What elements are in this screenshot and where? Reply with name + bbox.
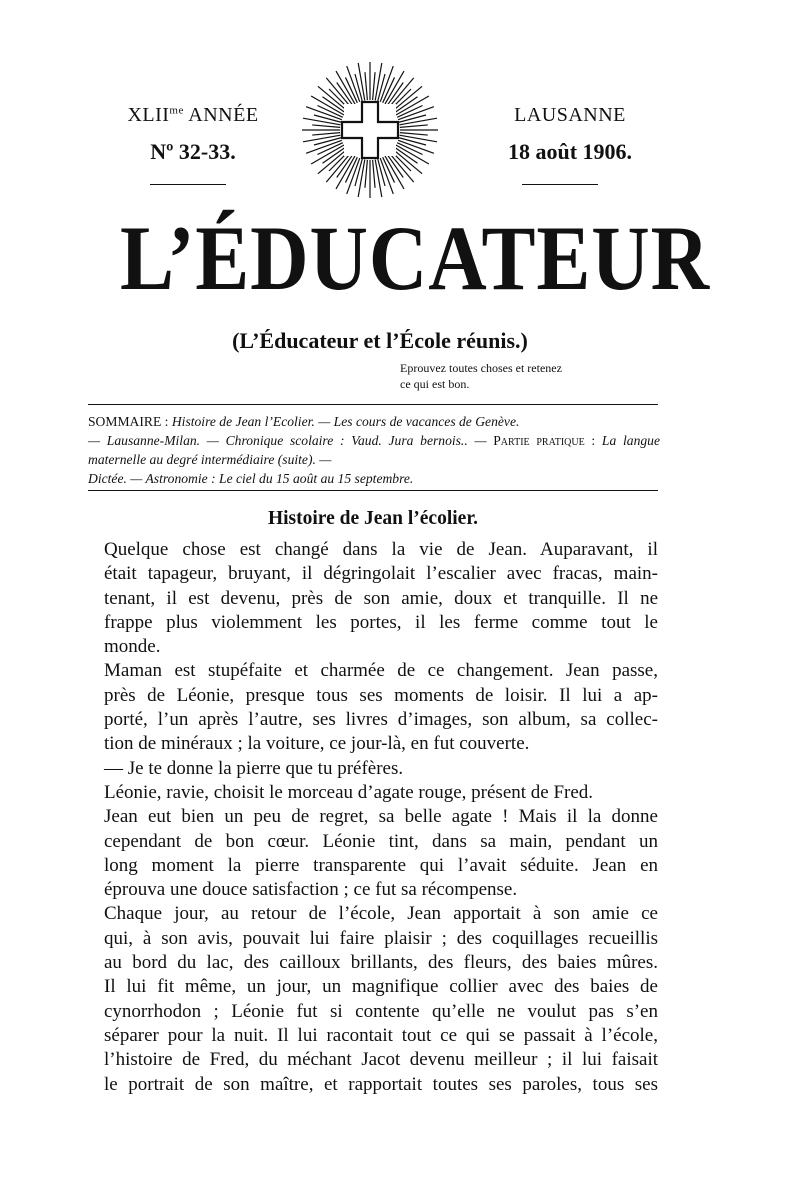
article-line: cependant de bon cœur. Léonie tint, dans sa main, pendant un xyxy=(104,830,658,852)
article-line: était tapageur, bruyant, il dégringolait l’escalier avec fracas, main- xyxy=(104,563,658,585)
sommaire-top-rule xyxy=(88,404,658,405)
article-line: Jean eut bien un peu de regret, sa belle agate ! Mais il la donne xyxy=(104,806,658,828)
sommaire-items-3: La langue maternelle au degré intermédiaire (suite). — xyxy=(88,433,660,467)
swiss-cross-sunburst-icon xyxy=(300,60,440,200)
table-of-contents xyxy=(88,412,660,488)
article-line: Quelque chose est changé dans la vie de Jean. Auparavant, il xyxy=(104,539,658,560)
sunburst-ray xyxy=(400,133,428,135)
sunburst-ray xyxy=(358,63,365,100)
volume-year xyxy=(118,104,268,127)
article-heading: Histoire de Jean l’écolier. xyxy=(267,508,479,529)
article-line: tion de minéraux ; la voiture, ce jour-là, en fut couverte. xyxy=(104,733,530,755)
masthead-left-rule xyxy=(150,184,226,185)
article-line: long moment la pierre transparente qui l’avait séduite. Jean en xyxy=(104,854,658,876)
sommaire-bottom-rule xyxy=(88,490,658,491)
city: LAUSANNE xyxy=(514,104,626,126)
sommaire-items-1: Histoire de Jean l’Ecolier. — Les cours de vacances de Genève. xyxy=(168,414,520,429)
article-line: — Je te donne la pierre que tu préfères. xyxy=(104,757,404,779)
article-line: Léonie, ravie, choisit le morceau d’agate rouge, présent de Fred. xyxy=(104,781,594,803)
sunburst-ray xyxy=(303,118,340,125)
article-line: Chaque jour, au retour de l’école, Jean apportait à son amie ce xyxy=(104,903,658,925)
sunburst-ray xyxy=(358,160,365,197)
article-line: près de Léonie, presque tous ses moments de loisir. Il lui a ap- xyxy=(104,684,658,706)
masthead-right xyxy=(490,104,650,165)
article-line: cynorrhodon ; Léonie fut si contente qu’elle ne voulut pas s’en xyxy=(104,1000,658,1022)
journal-subtitle: (L’Éducateur et l’École réunis.) xyxy=(232,328,528,353)
sunburst-ray xyxy=(400,135,437,142)
sommaire-part-label: Partie pratique : xyxy=(493,433,596,448)
year-prefix: XLII xyxy=(127,104,170,126)
year-superscript: me xyxy=(169,104,184,117)
sunburst-ray xyxy=(375,160,382,197)
article-line: éprouva une douce satisfaction ; ce fut sa récompense. xyxy=(104,879,518,901)
article-line: Maman est stupéfaite et charmée de ce changement. Jean passe, xyxy=(104,660,658,682)
article-line: le portrait de son maître, et rapportait toutes ses paroles, tous ses xyxy=(104,1073,658,1095)
sommaire-items-2: — Lausanne-Milan. — Chronique scolaire : Vaud. Jura bernois.. — xyxy=(88,433,494,448)
sunburst-ray xyxy=(365,72,367,100)
article-line: tenant, il est devenu, près de son amie, doux et tranquille. Il ne xyxy=(104,587,658,609)
sunburst-ray xyxy=(400,118,437,125)
sommaire-items-4: Dictée. — Astronomie : Le ciel du 15 août au 15 septembre. xyxy=(88,471,414,486)
article-line: monde. xyxy=(104,636,161,658)
sommaire-label: SOMMAIRE : xyxy=(88,414,169,429)
motto xyxy=(400,360,650,392)
motto-line-1: Eprouvez toutes choses et retenez xyxy=(400,361,562,375)
sunburst-ray xyxy=(303,135,340,142)
masthead-left xyxy=(118,104,268,165)
sunburst-ray xyxy=(400,125,428,127)
sunburst-ray xyxy=(375,63,382,100)
article-line: l’histoire de Fred, du méchant Jacot devenu meilleur ; il lui faisait xyxy=(104,1049,658,1071)
motto-line-2: ce qui est bon. xyxy=(400,377,470,391)
article-line: qui, à son avis, pouvait lui faire plaisir ; des coquillages recueillis xyxy=(104,927,658,949)
article-line: au bord du lac, des cailloux brillants, des fleurs, des baies mûres. xyxy=(104,952,658,974)
journal-title: L’ÉDUCATEUR xyxy=(120,207,710,309)
article-line: Il lui fit même, un jour, un magnifique collier avec des baies de xyxy=(104,976,658,998)
article-line: frappe plus violemment les portes, il les ferme comme tout le xyxy=(104,611,658,633)
issue-date: 18 août 1906. xyxy=(507,139,633,164)
sunburst-ray xyxy=(312,125,340,127)
year-suffix: ANNÉE xyxy=(183,104,259,126)
masthead-right-rule xyxy=(522,184,598,185)
sunburst-ray xyxy=(373,72,375,100)
article-line: porté, l’un après l’autre, ses livres d’images, son album, sa collec- xyxy=(104,709,658,731)
article-body xyxy=(104,538,658,1097)
sunburst-ray xyxy=(365,160,367,188)
sunburst-ray xyxy=(373,160,375,188)
issue-number: Nº 32-33. xyxy=(150,139,236,164)
sunburst-ray xyxy=(312,133,340,135)
article-line: séparer pour la nuit. Il lui racontait tout ce qui se passait à l’école, xyxy=(104,1024,658,1046)
